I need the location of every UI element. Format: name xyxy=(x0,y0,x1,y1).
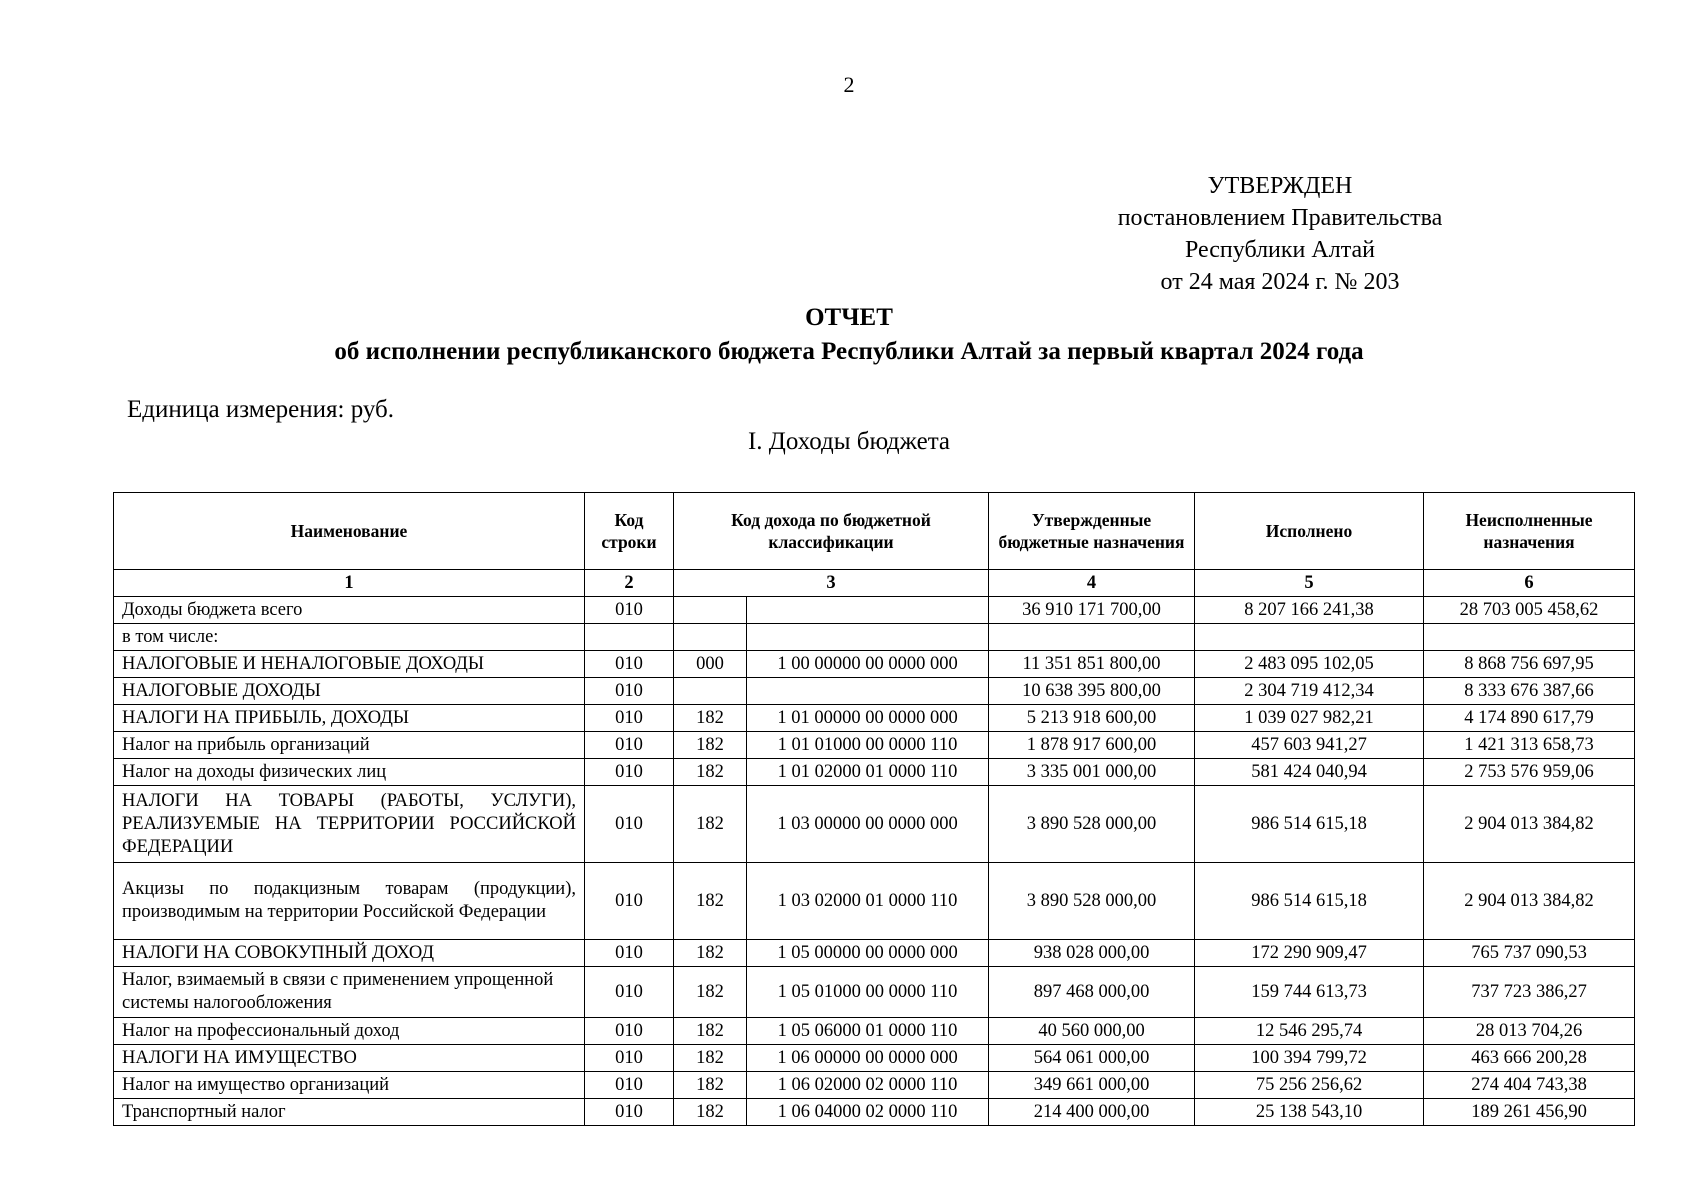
cell-income-code xyxy=(747,624,989,651)
table-row xyxy=(114,732,1635,759)
approval-line-date: от 24 мая 2024 г. № 203 xyxy=(1160,269,1400,295)
cell-name: НАЛОГИ НА ПРИБЫЛЬ, ДОХОДЫ xyxy=(114,705,585,732)
cell-line-code: 010 xyxy=(585,967,674,1018)
cell-approved: 214 400 000,00 xyxy=(989,1099,1195,1126)
cell-name: Налог, взимаемый в связи с применением упрощенной системы налогообложения xyxy=(114,967,585,1018)
cell-approved: 10 638 395 800,00 xyxy=(989,678,1195,705)
cell-income-code: 1 03 00000 00 0000 000 xyxy=(747,786,989,863)
cell-income-code: 1 01 00000 00 0000 000 xyxy=(747,705,989,732)
cell-admin-code: 182 xyxy=(674,759,747,786)
cell-executed: 986 514 615,18 xyxy=(1195,786,1424,863)
cell-line-code: 010 xyxy=(585,1045,674,1072)
cell-admin-code: 182 xyxy=(674,705,747,732)
cell-name: Доходы бюджета всего xyxy=(114,597,585,624)
cell-name: Транспортный налог xyxy=(114,1099,585,1126)
cell-income-code: 1 01 01000 00 0000 110 xyxy=(747,732,989,759)
cell-admin-code: 182 xyxy=(674,1072,747,1099)
cell-executed: 172 290 909,47 xyxy=(1195,940,1424,967)
cell-line-code: 010 xyxy=(585,678,674,705)
cell-line-code xyxy=(585,624,674,651)
table-row xyxy=(114,651,1635,678)
column-number: 1 xyxy=(114,570,585,597)
cell-executed: 12 546 295,74 xyxy=(1195,1018,1424,1045)
table-row xyxy=(114,967,1635,1018)
column-number: 4 xyxy=(989,570,1195,597)
cell-unexecuted: 2 904 013 384,82 xyxy=(1424,863,1635,940)
cell-income-code: 1 00 00000 00 0000 000 xyxy=(747,651,989,678)
cell-unexecuted: 765 737 090,53 xyxy=(1424,940,1635,967)
report-subtitle: об исполнении республиканского бюджета Республики Алтай за первый квартал 2024 года xyxy=(334,338,1364,365)
cell-unexecuted: 274 404 743,38 xyxy=(1424,1072,1635,1099)
cell-income-code: 1 03 02000 01 0000 110 xyxy=(747,863,989,940)
column-number: 5 xyxy=(1195,570,1424,597)
cell-name: НАЛОГОВЫЕ ДОХОДЫ xyxy=(114,678,585,705)
cell-executed: 2 304 719 412,34 xyxy=(1195,678,1424,705)
cell-income-code xyxy=(747,597,989,624)
table-header-row xyxy=(114,493,1635,570)
cell-executed: 581 424 040,94 xyxy=(1195,759,1424,786)
cell-income-code: 1 05 06000 01 0000 110 xyxy=(747,1018,989,1045)
table-row xyxy=(114,597,1635,624)
column-number-row xyxy=(114,570,1635,597)
cell-name: Налог на профессиональный доход xyxy=(114,1018,585,1045)
cell-approved: 5 213 918 600,00 xyxy=(989,705,1195,732)
cell-name: в том числе: xyxy=(114,624,585,651)
cell-admin-code: 182 xyxy=(674,732,747,759)
cell-admin-code: 182 xyxy=(674,967,747,1018)
approval-stamp xyxy=(1100,170,1460,298)
cell-executed: 100 394 799,72 xyxy=(1195,1045,1424,1072)
cell-unexecuted: 189 261 456,90 xyxy=(1424,1099,1635,1126)
table-row xyxy=(114,786,1635,863)
cell-executed: 75 256 256,62 xyxy=(1195,1072,1424,1099)
header-approved: Утвержденные бюджетные назначения xyxy=(989,493,1195,570)
cell-income-code: 1 06 02000 02 0000 110 xyxy=(747,1072,989,1099)
table-row xyxy=(114,940,1635,967)
cell-executed: 159 744 613,73 xyxy=(1195,967,1424,1018)
cell-name: НАЛОГОВЫЕ И НЕНАЛОГОВЫЕ ДОХОДЫ xyxy=(114,651,585,678)
approval-line-approved: УТВЕРЖДЕН xyxy=(1207,173,1353,199)
cell-name: НАЛОГИ НА ИМУЩЕСТВО xyxy=(114,1045,585,1072)
cell-line-code: 010 xyxy=(585,759,674,786)
units-label: Единица измерения: руб. xyxy=(127,396,395,423)
cell-income-code xyxy=(747,678,989,705)
cell-admin-code: 000 xyxy=(674,651,747,678)
table-row xyxy=(114,624,1635,651)
cell-name: Акцизы по подакцизным товарам (продукции), производимым на территории Российской Федерации xyxy=(114,863,585,940)
cell-line-code: 010 xyxy=(585,786,674,863)
table-row xyxy=(114,678,1635,705)
cell-admin-code: 182 xyxy=(674,1018,747,1045)
cell-admin-code: 182 xyxy=(674,863,747,940)
cell-income-code: 1 01 02000 01 0000 110 xyxy=(747,759,989,786)
column-number: 3 xyxy=(674,570,989,597)
income-table xyxy=(113,492,1635,1126)
cell-approved: 1 878 917 600,00 xyxy=(989,732,1195,759)
cell-admin-code xyxy=(674,678,747,705)
cell-approved: 897 468 000,00 xyxy=(989,967,1195,1018)
cell-line-code: 010 xyxy=(585,1099,674,1126)
cell-income-code: 1 05 01000 00 0000 110 xyxy=(747,967,989,1018)
cell-approved: 3 890 528 000,00 xyxy=(989,786,1195,863)
cell-income-code: 1 06 00000 00 0000 000 xyxy=(747,1045,989,1072)
cell-unexecuted: 463 666 200,28 xyxy=(1424,1045,1635,1072)
cell-unexecuted: 28 703 005 458,62 xyxy=(1424,597,1635,624)
cell-admin-code: 182 xyxy=(674,1099,747,1126)
cell-executed: 986 514 615,18 xyxy=(1195,863,1424,940)
cell-approved: 3 890 528 000,00 xyxy=(989,863,1195,940)
cell-admin-code: 182 xyxy=(674,1045,747,1072)
cell-line-code: 010 xyxy=(585,597,674,624)
cell-approved: 3 335 001 000,00 xyxy=(989,759,1195,786)
cell-approved: 40 560 000,00 xyxy=(989,1018,1195,1045)
cell-unexecuted xyxy=(1424,624,1635,651)
cell-unexecuted: 1 421 313 658,73 xyxy=(1424,732,1635,759)
cell-income-code: 1 06 04000 02 0000 110 xyxy=(747,1099,989,1126)
cell-approved: 938 028 000,00 xyxy=(989,940,1195,967)
header-name: Наименование xyxy=(114,493,585,570)
cell-approved xyxy=(989,624,1195,651)
approval-line-republic: Республики Алтай xyxy=(1185,237,1375,263)
cell-approved: 11 351 851 800,00 xyxy=(989,651,1195,678)
cell-name: Налог на доходы физических лиц xyxy=(114,759,585,786)
cell-approved: 349 661 000,00 xyxy=(989,1072,1195,1099)
table-row xyxy=(114,1045,1635,1072)
cell-line-code: 010 xyxy=(585,863,674,940)
cell-line-code: 010 xyxy=(585,1018,674,1045)
report-title: ОТЧЕТ xyxy=(805,304,893,331)
table-row xyxy=(114,863,1635,940)
table-row xyxy=(114,1099,1635,1126)
cell-line-code: 010 xyxy=(585,1072,674,1099)
approval-line-decree: постановлением Правительства xyxy=(1117,205,1443,231)
cell-executed: 457 603 941,27 xyxy=(1195,732,1424,759)
cell-executed: 25 138 543,10 xyxy=(1195,1099,1424,1126)
cell-approved: 36 910 171 700,00 xyxy=(989,597,1195,624)
column-number: 6 xyxy=(1424,570,1635,597)
cell-income-code: 1 05 00000 00 0000 000 xyxy=(747,940,989,967)
cell-admin-code xyxy=(674,597,747,624)
cell-admin-code: 182 xyxy=(674,786,747,863)
cell-name: НАЛОГИ НА СОВОКУПНЫЙ ДОХОД xyxy=(114,940,585,967)
cell-unexecuted: 737 723 386,27 xyxy=(1424,967,1635,1018)
cell-line-code: 010 xyxy=(585,705,674,732)
cell-line-code: 010 xyxy=(585,940,674,967)
table-row xyxy=(114,1018,1635,1045)
table-row xyxy=(114,705,1635,732)
cell-line-code: 010 xyxy=(585,651,674,678)
table-row xyxy=(114,1072,1635,1099)
cell-approved: 564 061 000,00 xyxy=(989,1045,1195,1072)
cell-unexecuted: 8 868 756 697,95 xyxy=(1424,651,1635,678)
table-row xyxy=(114,759,1635,786)
cell-executed: 8 207 166 241,38 xyxy=(1195,597,1424,624)
cell-executed: 2 483 095 102,05 xyxy=(1195,651,1424,678)
header-unexecuted: Неисполненные назначения xyxy=(1424,493,1635,570)
header-executed: Исполнено xyxy=(1195,493,1424,570)
cell-name: НАЛОГИ НА ТОВАРЫ (РАБОТЫ, УСЛУГИ), РЕАЛИЗУЕМЫЕ НА ТЕРРИТОРИИ РОССИЙСКОЙ ФЕДЕРАЦИИ xyxy=(114,786,585,863)
page-number: 2 xyxy=(843,72,855,97)
cell-line-code: 010 xyxy=(585,732,674,759)
cell-unexecuted: 28 013 704,26 xyxy=(1424,1018,1635,1045)
cell-admin-code: 182 xyxy=(674,940,747,967)
header-line-code: Код строки xyxy=(585,493,674,570)
section-title: I. Доходы бюджета xyxy=(747,428,951,455)
column-number: 2 xyxy=(585,570,674,597)
cell-name: Налог на прибыль организаций xyxy=(114,732,585,759)
cell-admin-code xyxy=(674,624,747,651)
cell-unexecuted: 2 904 013 384,82 xyxy=(1424,786,1635,863)
cell-unexecuted: 4 174 890 617,79 xyxy=(1424,705,1635,732)
cell-name: Налог на имущество организаций xyxy=(114,1072,585,1099)
cell-executed: 1 039 027 982,21 xyxy=(1195,705,1424,732)
cell-executed xyxy=(1195,624,1424,651)
header-income-code: Код дохода по бюджетной классификации xyxy=(674,493,989,570)
cell-unexecuted: 2 753 576 959,06 xyxy=(1424,759,1635,786)
cell-unexecuted: 8 333 676 387,66 xyxy=(1424,678,1635,705)
